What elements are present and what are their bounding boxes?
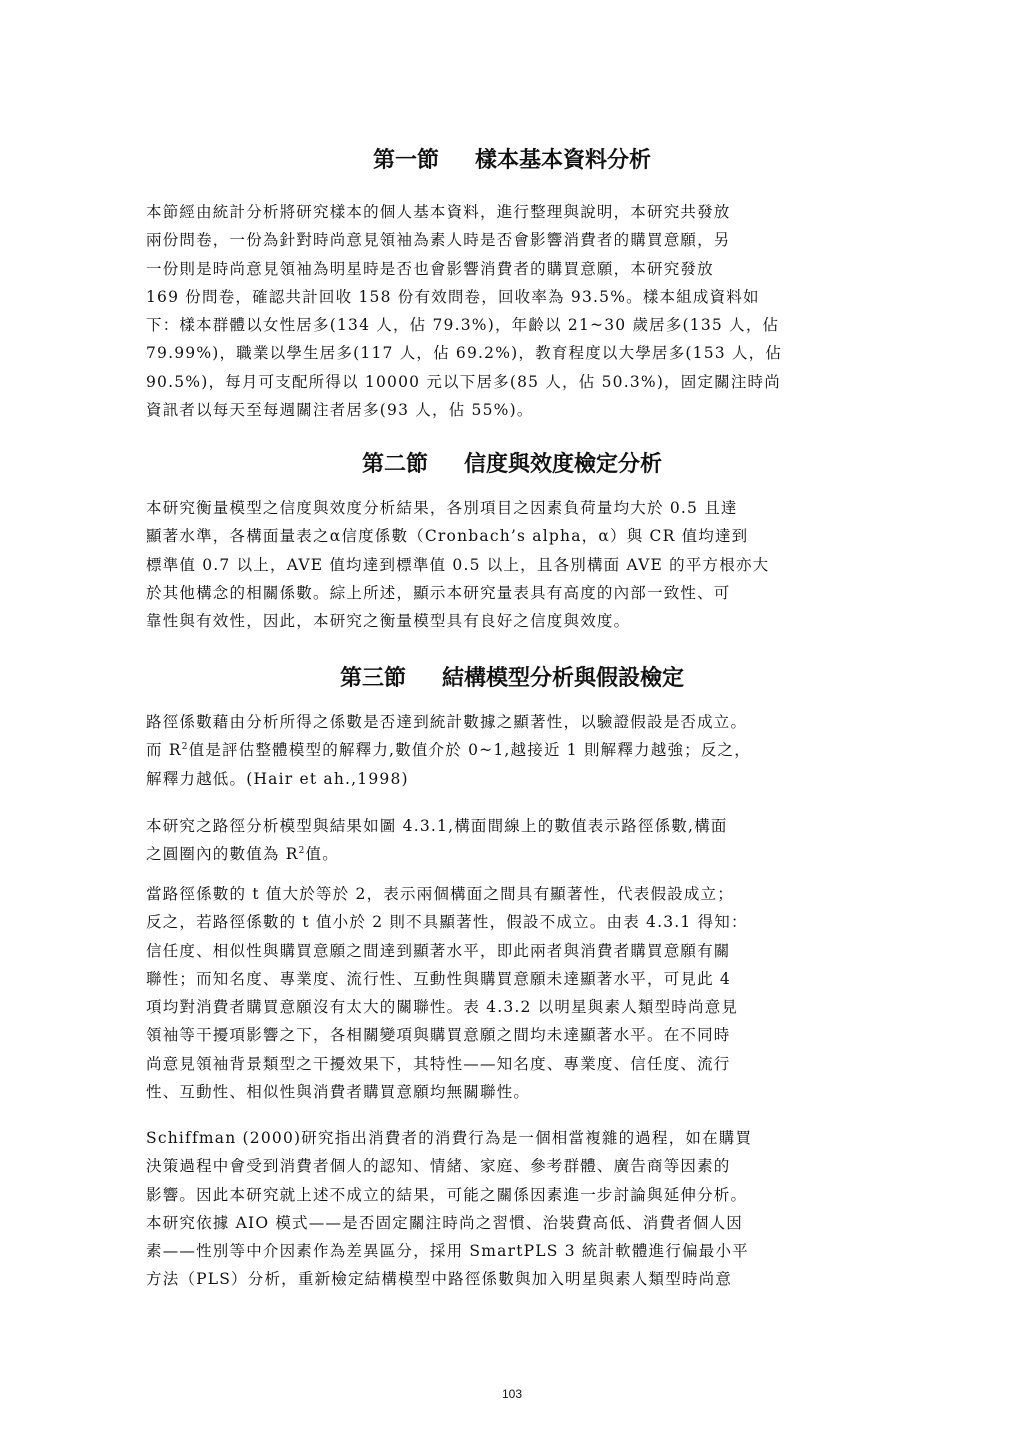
text-line: 影響。因此本研究就上述不成立的結果，可能之關係因素進一步討論與延伸分析。 [146,1185,748,1204]
superscript: 2 [181,742,189,753]
text-line: 領袖等干擾項影響之下，各相關變項與購買意願之間均未達顯著水平。在不同時 [146,1026,731,1045]
text-line: 解釋力越低。(Hair et ah.,1998) [146,769,409,788]
section-2-number: 第二節 [361,452,428,477]
text-line: 本研究衡量模型之信度與效度分析結果，各別項目之因素負荷量均大於 0.5 且達 [146,499,738,517]
r-squared-prefix: 之圓圈內的數值為 R [146,845,299,864]
section-2-title [140,450,884,480]
superscript: 2 [298,846,306,857]
r-squared-prefix: 而 R [146,741,182,760]
text-line: 90.5%)，每月可支配所得以 10000 元以下居多(85 人，佔 50.3%)，固定關注時尚 [146,372,781,391]
section-1-title [140,146,884,176]
text-line: 一份則是時尚意見領袖為明星時是否也會影響消費者的購買意願，本研究發放 [146,259,714,278]
text-line: 方法（PLS）分析，重新檢定結構模型中路徑係數與加入明星與素人類型時尚意 [146,1270,733,1289]
page-number: 103 [501,1387,523,1401]
text-line: 性、互動性、相似性與消費者購買意願均無關聯性。 [146,1083,531,1102]
text-line: 反之，若路徑係數的 t 值小於 2 則不具顯著性，假設不成立。由表 4.3.1 得知： [146,913,748,932]
section-1-heading: 樣本基本資料分析 [475,148,652,173]
section-3-paragraph-1 [146,708,886,793]
section-2-paragraph-1 [146,494,886,635]
text-line: 靠性與有效性，因此，本研究之衡量模型具有良好之信度與效度。 [146,612,631,631]
section-3-number: 第三節 [339,666,406,691]
text-line [146,840,886,868]
section-3-paragraph-3 [146,880,886,1106]
section-3-heading: 結構模型分析與假設檢定 [442,666,685,691]
text-line: 素——性別等中介因素作為差異區分，採用 SmartPLS 3 統計軟體進行偏最小平 [146,1242,749,1261]
text-line: 信任度、相似性與購買意願之間達到顯著水平，即此兩者與消費者購買意願有關 [146,941,731,960]
text-line: 本研究依據 AIO 模式——是否固定關注時尚之習慣、治裝費高低、消費者個人因 [146,1213,743,1232]
text-line: 尚意見領袖背景類型之干擾效果下，其特性——知名度、專業度、信任度、流行 [146,1054,731,1073]
text-line: 本節經由統計分析將研究樣本的個人基本資料，進行整理與說明，本研究共發放 [146,203,731,221]
text-line: 路徑係數藉由分析所得之係數是否達到統計數據之顯著性，以驗證假設是否成立。 [146,713,748,731]
text-run: 值。 [305,845,339,864]
text-run: 值是評估整體模型的解釋力,數值介於 0~1,越接近 1 則解釋力越強；反之， [188,741,751,760]
text-line: Schiffman (2000)研究指出消費者的消費行為是一個相當複雜的過程，如在購買 [146,1129,753,1147]
text-line: 當路徑係數的 t 值大於等於 2，表示兩個構面之間具有顯著性，代表假設成立； [146,885,734,903]
section-1-number: 第一節 [372,148,439,173]
text-line: 下：樣本群體以女性居多(134 人，佔 79.3%)，年齡以 21~30 歲居多(135 人，佔 [146,316,780,335]
text-line: 顯著水準，各構面量表之α信度係數（Cronbach’s alpha，α）與 CR 值均達到 [146,527,749,546]
text-line: 資訊者以每天至每週關注者居多(93 人，佔 55%)。 [146,401,534,420]
section-3-paragraph-2 [146,812,886,869]
text-line: 兩份問卷，一份為針對時尚意見領袖為素人時是否會影響消費者的購買意願，另 [146,231,731,250]
text-line: 項均對消費者購買意願沒有太大的關聯性。表 4.3.2 以明星與素人類型時尚意見 [146,998,739,1017]
section-3-paragraph-4 [146,1124,886,1294]
text-line: 169 份問卷，確認共計回收 158 份有效問卷，回收率為 93.5%。樣本組成資料如 [146,287,760,306]
text-line: 決策過程中會受到消費者個人的認知、情緒、家庭、參考群體、廣告商等因素的 [146,1157,731,1176]
text-line: 於其他構念的相關係數。綜上所述，顯示本研究量表具有高度的內部一致性、可 [146,583,731,602]
text-line: 標準值 0.7 以上，AVE 值均達到標準值 0.5 以上，且各別構面 AVE 的平方根亦大 [146,555,770,574]
text-line: 聯性；而知名度、專業度、流行性、互動性與購買意願未達顯著水平，可見此 4 [146,969,731,988]
text-line: 本研究之路徑分析模型與結果如圖 4.3.1,構面間線上的數值表示路徑係數,構面 [146,817,728,835]
section-2-heading: 信度與效度檢定分析 [464,452,663,477]
section-3-title [140,664,884,694]
section-1-paragraph-1 [146,198,886,424]
text-line: 79.99%)，職業以學生居多(117 人，佔 69.2%)，教育程度以大學居多(153 人，佔 [146,344,783,363]
text-line [146,736,886,764]
